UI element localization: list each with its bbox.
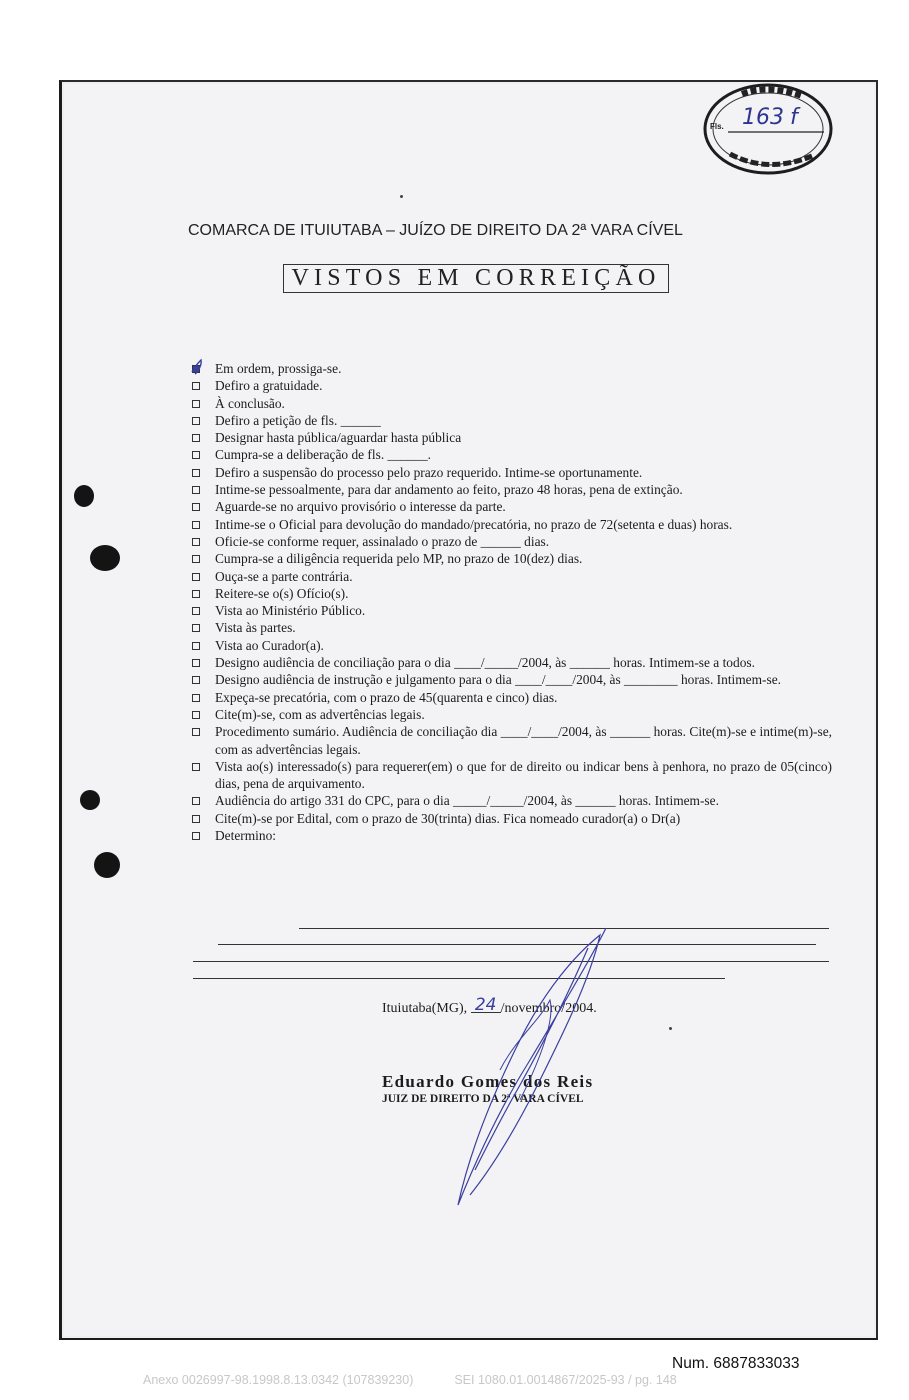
checked-checkbox[interactable]	[192, 365, 200, 373]
checkbox[interactable]	[192, 694, 200, 702]
punch-hole	[80, 790, 100, 810]
determino-line	[193, 978, 725, 979]
checklist-item-text: Designo audiência de instrução e julgamento para o dia ____/____/2004, às ________ horas. Intimem-se.	[215, 672, 781, 688]
checklist-item-text: Defiro a petição de fls. ______	[215, 412, 381, 428]
determino-line	[218, 944, 816, 945]
checklist-item	[190, 619, 832, 636]
determino-line	[299, 928, 829, 929]
checkbox[interactable]	[192, 624, 200, 632]
checklist-item	[190, 395, 832, 412]
checklist-item-text: Defiro a gratuidade.	[215, 378, 323, 394]
checklist-item-text: Cumpra-se a diligência requerida pelo MP, no prazo de 10(dez) dias.	[215, 551, 583, 567]
checkbox[interactable]	[192, 659, 200, 667]
checklist-item-text: Designo audiência de conciliação para o dia ____/_____/2004, às ______ horas. Intimem-se a todos.	[215, 655, 755, 671]
punch-hole	[90, 545, 120, 571]
checkbox[interactable]	[192, 676, 200, 684]
checklist-item-text: Determino:	[215, 828, 276, 844]
checklist-item	[190, 429, 832, 446]
checklist-item	[190, 723, 832, 758]
checkbox[interactable]	[192, 417, 200, 425]
checklist-item	[190, 377, 832, 394]
punch-hole	[94, 852, 120, 878]
checklist-item-text: Audiência do artigo 331 do CPC, para o dia _____/_____/2004, às ______ horas. Intimem-se.	[215, 793, 719, 809]
checkbox[interactable]	[192, 815, 200, 823]
checkbox[interactable]	[192, 573, 200, 581]
checkbox[interactable]	[192, 832, 200, 840]
checklist-item	[190, 498, 832, 515]
checklist-item	[190, 585, 832, 602]
checkbox[interactable]	[192, 382, 200, 390]
document-title: VISTOS EM CORREIÇÃO	[283, 264, 669, 293]
checkbox[interactable]	[192, 451, 200, 459]
checklist-item	[190, 464, 832, 481]
checkbox[interactable]	[192, 642, 200, 650]
checklist-item	[190, 706, 832, 723]
checklist-item-text: Ouça-se a parte contrária.	[215, 568, 353, 584]
checklist-item-text: Cite(m)-se por Edital, com o prazo de 30(trinta) dias. Fica nomeado curador(a) o Dr(a)	[215, 810, 681, 826]
checklist-item	[190, 568, 832, 585]
checklist-item	[190, 446, 832, 463]
checklist-item-text: Expeça-se precatória, com o prazo de 45(quarenta e cinco) dias.	[215, 689, 558, 705]
checklist-item	[190, 637, 832, 654]
checklist-item-text: Aguarde-se no arquivo provisório o interesse da parte.	[215, 499, 506, 515]
checkbox[interactable]	[192, 728, 200, 736]
judge-role: JUIZ DE DIREITO DA 2ª VARA CÍVEL	[382, 1093, 584, 1105]
place-text: Ituiutaba(MG),	[382, 1001, 471, 1016]
checkbox[interactable]	[192, 711, 200, 719]
checklist-item-text: Intime-se o Oficial para devolução do mandado/precatória, no prazo de 72(setenta e duas) horas.	[215, 516, 733, 532]
checklist-item	[190, 758, 832, 793]
checklist-item	[190, 671, 832, 688]
date-rest: /novembro/2004.	[500, 1001, 597, 1016]
checklist-item	[190, 827, 832, 844]
checkbox[interactable]	[192, 607, 200, 615]
checklist-item-text: Procedimento sumário. Audiência de conciliação dia ____/____/2004, às ______ horas. Cite(m)-se e intime(m)-se, com as advertências legais.	[215, 724, 832, 757]
determino-line	[193, 961, 829, 962]
place-and-date	[382, 995, 597, 1017]
checklist-item	[190, 360, 832, 377]
checkbox[interactable]	[192, 469, 200, 477]
checklist-item-text: Vista ao(s) interessado(s) para requerer(em) o que for de direito ou indicar bens à penhora, no prazo de 05(cinco) dias, pena de arquivamento.	[215, 758, 832, 792]
checklist-item	[190, 412, 832, 429]
sei-reference: SEI 1080.01.0014867/2025-93 / pg. 148	[454, 1373, 677, 1387]
stamp-number: 163	[742, 105, 784, 130]
checklist-item-text: Cite(m)-se, com as advertências legais.	[215, 706, 425, 722]
stamp-suffix: f	[790, 105, 798, 130]
annex-reference: Anexo 0026997-98.1998.8.13.0342 (107839230)	[143, 1373, 414, 1387]
checklist-item-text: Intime-se pessoalmente, para dar andamento ao feito, prazo 48 horas, pena de extinção.	[215, 482, 683, 498]
checkbox[interactable]	[192, 763, 200, 771]
checklist-item	[190, 602, 832, 619]
checklist-item-text: Designar hasta pública/aguardar hasta pública	[215, 430, 462, 446]
checklist-item	[190, 810, 832, 827]
checkbox[interactable]	[192, 555, 200, 563]
checklist-item-text: Cumpra-se a deliberação de fls. ______.	[215, 447, 432, 463]
checklist-item	[190, 533, 832, 550]
checkbox[interactable]	[192, 538, 200, 546]
checkbox[interactable]	[192, 434, 200, 442]
speck	[669, 1027, 672, 1030]
checkbox[interactable]	[192, 521, 200, 529]
order-checklist	[190, 360, 832, 844]
checklist-item	[190, 654, 832, 671]
checklist-item	[190, 689, 832, 706]
checklist-item-text: Em ordem, prossiga-se.	[215, 361, 342, 376]
court-header: COMARCA DE ITUIUTABA – JUÍZO DE DIREITO DA 2ª VARA CÍVEL	[188, 222, 683, 239]
checklist-item	[190, 792, 832, 809]
checklist-item-text: Vista às partes.	[215, 620, 296, 636]
punch-hole	[74, 485, 94, 507]
checkbox[interactable]	[192, 797, 200, 805]
document-number: Num. 6887833033	[672, 1355, 800, 1372]
checklist-item	[190, 550, 832, 567]
checklist-item-text: Vista ao Curador(a).	[215, 637, 324, 653]
handwritten-day: 24	[471, 998, 501, 1013]
checklist-item-text: Defiro a suspensão do processo pelo prazo requerido. Intime-se oportunamente.	[215, 464, 643, 480]
checklist-item-text: À conclusão.	[215, 395, 285, 411]
footer-metadata	[143, 1373, 677, 1387]
checkbox[interactable]	[192, 400, 200, 408]
checklist-item-text: Oficie-se conforme requer, assinalado o prazo de ______ dias.	[215, 533, 550, 549]
checklist-item	[190, 516, 832, 533]
checkbox[interactable]	[192, 486, 200, 494]
stamp-label: Fls.	[710, 122, 724, 131]
checkbox[interactable]	[192, 590, 200, 598]
checklist-item-text: Reitere-se o(s) Ofício(s).	[215, 585, 349, 601]
checkbox[interactable]	[192, 503, 200, 511]
judge-name: Eduardo Gomes dos Reis	[382, 1072, 594, 1091]
checklist-item	[190, 481, 832, 498]
checklist-item-text: Vista ao Ministério Público.	[215, 603, 366, 619]
speck	[400, 195, 403, 198]
page-number-stamp	[702, 82, 834, 176]
